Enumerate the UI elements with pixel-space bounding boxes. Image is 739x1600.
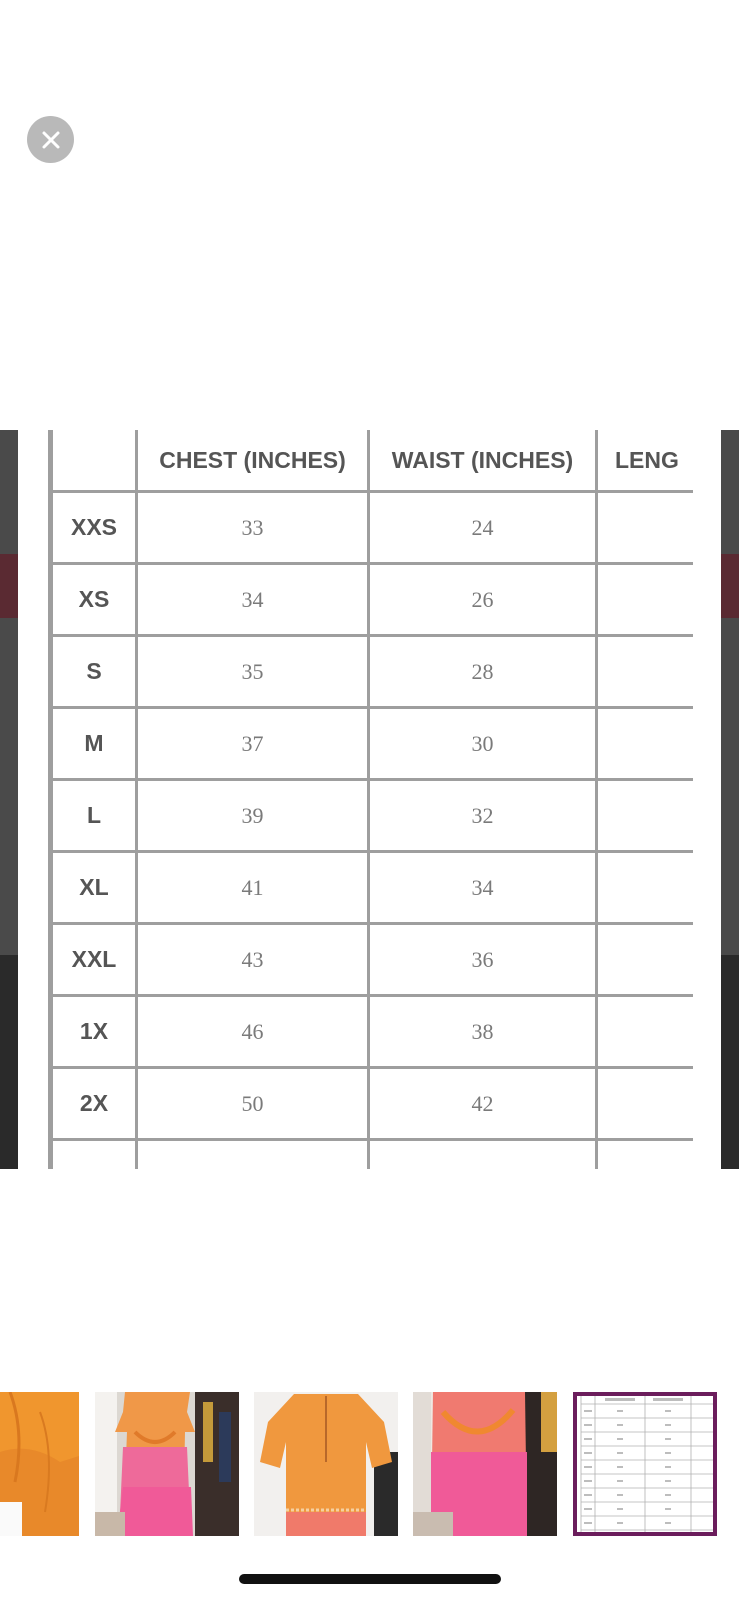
waist-cell: 26 bbox=[369, 564, 597, 636]
thumbnail-top-back[interactable] bbox=[254, 1392, 398, 1536]
table-row bbox=[51, 708, 722, 780]
table-row bbox=[51, 1068, 722, 1140]
thumbnail-dress-front[interactable] bbox=[95, 1392, 239, 1536]
waist-cell: 24 bbox=[369, 492, 597, 564]
previous-image-peek[interactable] bbox=[0, 430, 18, 1169]
chest-cell: 35 bbox=[137, 636, 369, 708]
table-row bbox=[51, 996, 722, 1068]
size-chart-table bbox=[48, 430, 721, 1169]
waist-column-header: WAIST (INCHES) bbox=[369, 430, 597, 492]
waist-cell: 28 bbox=[369, 636, 597, 708]
table-row bbox=[51, 924, 722, 996]
close-icon bbox=[41, 130, 61, 150]
size-chart-thumbnail-image bbox=[577, 1396, 713, 1532]
waist-cell: 34 bbox=[369, 852, 597, 924]
dress-front-thumbnail-image bbox=[95, 1392, 239, 1536]
table-row bbox=[51, 780, 722, 852]
size-cell: XL bbox=[51, 852, 137, 924]
chest-cell: 37 bbox=[137, 708, 369, 780]
thumbnail-strip bbox=[0, 1392, 739, 1536]
home-indicator[interactable] bbox=[239, 1574, 501, 1584]
length-column-header-text: LENG bbox=[615, 446, 679, 473]
size-cell: XXL bbox=[51, 924, 137, 996]
thumbnail-orange-fabric[interactable] bbox=[0, 1392, 79, 1536]
size-cell: L bbox=[51, 780, 137, 852]
waist-cell: 32 bbox=[369, 780, 597, 852]
chest-cell: 41 bbox=[137, 852, 369, 924]
size-cell: XS bbox=[51, 564, 137, 636]
close-button[interactable] bbox=[27, 116, 74, 163]
waist-cell: 42 bbox=[369, 1068, 597, 1140]
orange-fabric-thumbnail-image bbox=[0, 1392, 79, 1536]
table-row bbox=[51, 636, 722, 708]
chest-column-header: CHEST (INCHES) bbox=[137, 430, 369, 492]
table-header-row bbox=[51, 430, 722, 492]
chest-cell: 43 bbox=[137, 924, 369, 996]
waist-cell: 36 bbox=[369, 924, 597, 996]
waist-cell: 30 bbox=[369, 708, 597, 780]
chest-cell: 50 bbox=[137, 1068, 369, 1140]
size-cell: 2X bbox=[51, 1068, 137, 1140]
thumbnail-size-chart[interactable] bbox=[573, 1392, 717, 1536]
size-cell: 1X bbox=[51, 996, 137, 1068]
size-cell: M bbox=[51, 708, 137, 780]
table-row-partial bbox=[51, 1140, 722, 1170]
table-row bbox=[51, 852, 722, 924]
chest-cell: 46 bbox=[137, 996, 369, 1068]
image-viewer[interactable] bbox=[0, 430, 739, 1169]
table-row bbox=[51, 492, 722, 564]
next-image-peek[interactable] bbox=[721, 430, 739, 1169]
waist-cell: 38 bbox=[369, 996, 597, 1068]
table-row bbox=[51, 564, 722, 636]
chest-cell: 33 bbox=[137, 492, 369, 564]
thumbnail-dress-detail[interactable] bbox=[413, 1392, 557, 1536]
chest-cell: 39 bbox=[137, 780, 369, 852]
chest-cell: 34 bbox=[137, 564, 369, 636]
dress-detail-thumbnail-image bbox=[413, 1392, 557, 1536]
size-chart-image bbox=[18, 430, 721, 1169]
size-cell: S bbox=[51, 636, 137, 708]
size-column-header bbox=[51, 430, 137, 492]
size-cell: XXS bbox=[51, 492, 137, 564]
top-back-thumbnail-image bbox=[254, 1392, 398, 1536]
